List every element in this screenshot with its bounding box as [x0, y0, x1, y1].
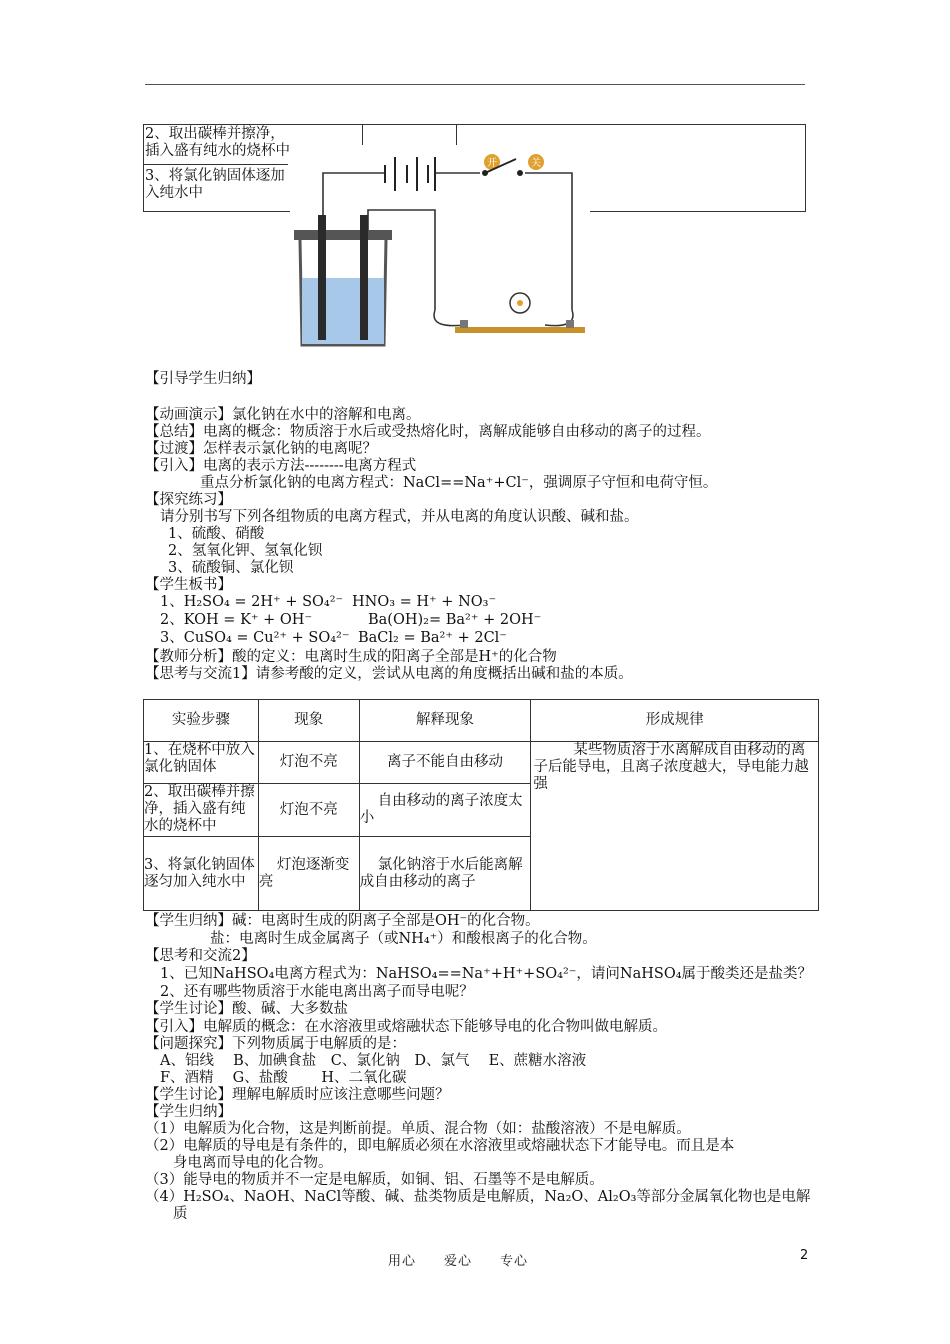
point-4b: 质 — [173, 1206, 188, 1222]
explanation-cell: 自由移动的离子浓度太小 — [359, 784, 531, 837]
discussion-2: 【学生讨论】理解电解质时应该注意哪些问题？ — [145, 1087, 450, 1103]
experiment-table — [143, 699, 819, 911]
rule-cell: 某些物质溶于水离解成自由移动的离子后能导电，且离子浓度越大，导电能力越强 — [531, 742, 819, 911]
base-definition: 【学生归纳】碱：电离时生成的阴离子全部是OH⁻的化合物。 — [145, 913, 540, 929]
salt-definition: 盐：电离时生成金属离子（或NH₄⁺）和酸根离子的化合物。 — [210, 931, 597, 947]
phenomenon-cell: 灯泡不亮 — [258, 742, 359, 784]
point-1: （1）电解质为化合物，这是判断前提。单质、混合物（如：盐酸溶液）不是电解质。 — [145, 1121, 691, 1137]
equation-3b: BaCl₂ = Ba²⁺ + 2Cl⁻ — [358, 630, 507, 646]
page-footer: 用心 爱心 专心 — [388, 1254, 529, 1269]
equation-1b: HNO₃ = H⁺ + NO₃⁻ — [352, 594, 497, 610]
question-2: 2、还有哪些物质溶于水能电离出离子而导电呢？ — [160, 984, 474, 1000]
point-3: （3）能导电的物质并不一定是电解质，如铜、铝、石墨等不是电解质。 — [145, 1172, 604, 1188]
anim-line: 【动画演示】氯化钠在水中的溶解和电离。 — [145, 407, 421, 423]
equation-2b: Ba(OH)₂= Ba²⁺ + 2OH⁻ — [368, 612, 542, 628]
options-line-1: A、铝线 B、加碘食盐 C、氯化钠 D、氯气 E、蔗糖水溶液 — [160, 1053, 587, 1069]
teacher-analysis: 【教师分析】酸的定义：电离时生成的阳离子全部是H⁺的化合物 — [145, 649, 557, 665]
board-heading: 【学生板书】 — [145, 577, 232, 593]
exercise-1: 1、硫酸、硝酸 — [168, 526, 265, 542]
guide-heading: 【引导学生归纳】 — [145, 371, 261, 387]
exercise-3: 3、硫酸铜、氯化钡 — [168, 560, 294, 576]
think-1: 【思考与交流1】请参考酸的定义，尝试从电离的角度概括出碱和盐的本质。 — [145, 666, 633, 682]
switch-label-off: 关 — [531, 158, 541, 169]
header-rule — [145, 84, 805, 85]
point-2b: 身电离而导电的化合物。 — [173, 1155, 333, 1171]
question-1: 1、已知NaHSO₄电离方程式为：NaHSO₄==Na⁺+H⁺+SO₄²⁻，请问NaHSO₄属于酸类还是盐类？ — [160, 966, 813, 982]
induction-heading: 【学生归纳】 — [145, 1104, 232, 1120]
explore-heading: 【探究练习】 — [145, 492, 232, 508]
header-rule: 形成规律 — [531, 700, 819, 742]
table-row — [144, 742, 819, 784]
step-cell: 2、取出碳棒并擦净，插入盛有纯水的烧杯中 — [144, 784, 259, 837]
equation-2a: 2、KOH = K⁺ + OH⁻ — [160, 612, 313, 628]
step-cell: 1、在烧杯中放入氯化钠固体 — [144, 742, 259, 784]
intro-line-1: 【引入】电离的表示方法--------电离方程式 — [145, 458, 417, 474]
summary-line: 【总结】电离的概念：物质溶于水后或受热熔化时，离解成能够自由移动的离子的过程。 — [145, 424, 711, 440]
step-cell: 3、将氯化钠固体逐匀加入纯水中 — [144, 837, 259, 911]
explanation-cell: 氯化钠溶于水后能离解成自由移动的离子 — [359, 837, 531, 911]
top-table-row1: 2、取出碳棒并擦净，插入盛有纯水的烧杯中 — [145, 126, 290, 159]
options-line-2: F、酒精 G、盐酸 H、二氧化碳 — [160, 1070, 407, 1086]
header-step: 实验步骤 — [144, 700, 259, 742]
point-4a: （4）H₂SO₄、NaOH、NaCl等酸、碱、盐类物质是电解质，Na₂O、Al₂O₃等部分金属氧化物也是电解 — [145, 1189, 811, 1205]
intro-line-2: 【引入】电解质的概念：在水溶液里或熔融状态下能够导电的化合物叫做电解质。 — [145, 1019, 667, 1035]
phenomenon-cell: 灯泡不亮 — [258, 784, 359, 837]
explanation-cell: 离子不能自由移动 — [359, 742, 531, 784]
think-2-heading: 【思考和交流2】 — [145, 948, 256, 964]
point-2a: （2）电解质的导电是有条件的，即电解质必须在水溶液里或熔融状态下才能导电。而且是本 — [145, 1138, 735, 1154]
equation-3a: 3、CuSO₄ = Cu²⁺ + SO₄²⁻ — [160, 630, 350, 646]
header-explanation: 解释现象 — [359, 700, 531, 742]
page-number: 2 — [800, 1248, 809, 1263]
switch-label-on: 开 — [487, 158, 497, 169]
problem-heading: 【问题探究】下列物质属于电解质的是： — [145, 1036, 406, 1052]
equation-1a: 1、H₂SO₄ = 2H⁺ + SO₄²⁻ — [160, 594, 344, 610]
discussion-1: 【学生讨论】酸、碱、大多数盐 — [145, 1001, 348, 1017]
header-phenomenon: 现象 — [258, 700, 359, 742]
transition-line: 【过渡】怎样表示氯化钠的电离呢？ — [145, 441, 377, 457]
explore-question: 请分别书写下列各组物质的电离方程式，并从电离的角度认识酸、碱和盐。 — [160, 509, 639, 525]
focus-line: 重点分析氯化钠的电离方程式：NaCl==Na⁺+Cl⁻，强调原子守恒和电荷守恒。 — [200, 475, 718, 491]
beaker-icon — [294, 215, 392, 345]
conductivity-apparatus-diagram — [280, 135, 600, 360]
phenomenon-cell: 灯泡逐渐变亮 — [258, 837, 359, 911]
top-table-row2: 3、将氯化钠固体逐加入纯水中 — [145, 168, 285, 201]
exercise-2: 2、氢氧化钾、氢氧化钡 — [168, 543, 323, 559]
